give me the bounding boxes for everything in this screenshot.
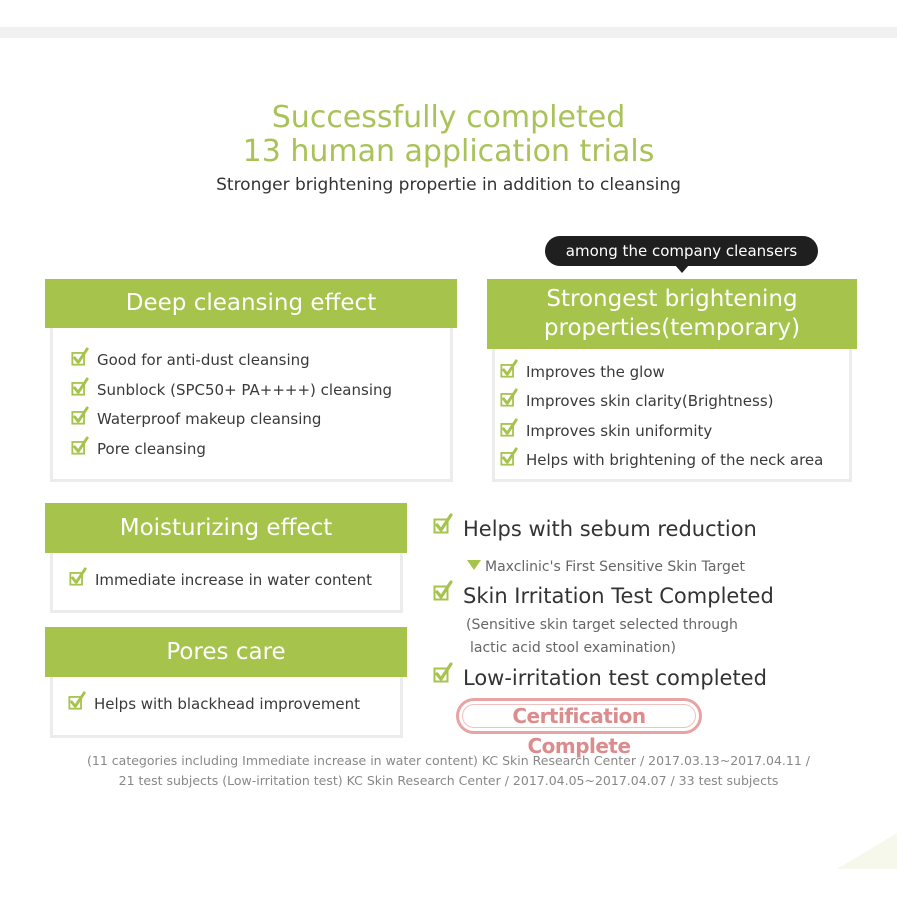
title-line-1: Successfully completed <box>271 100 626 135</box>
brightening-header-line-2: properties(temporary) <box>543 315 801 341</box>
checkbox-check-icon <box>433 580 453 602</box>
company-cleansers-tooltip: among the company cleansers <box>545 236 818 266</box>
footnote-line-2: 21 test subjects (Low-irritation test) KC Skin Research Center / 2017.04.05~2017.04.07 / 33 test subjects <box>118 773 779 788</box>
triangle-down-icon <box>467 560 481 570</box>
list-item: Immediate increase in water content <box>95 571 372 589</box>
pores-care-header: Pores care <box>45 627 407 677</box>
stamp-label: Certification Complete <box>512 704 646 758</box>
list-item: Improves the glow <box>526 363 665 381</box>
brightening-header <box>487 279 857 349</box>
list-item: Pore cleansing <box>97 440 206 458</box>
checkbox-check-icon <box>68 691 86 711</box>
moisturizing-header: Moisturizing effect <box>45 503 407 553</box>
list-item: Good for anti-dust cleansing <box>97 351 310 369</box>
brightening-header-line-1: Strongest brightening <box>546 286 798 312</box>
checkbox-check-icon <box>433 513 453 535</box>
top-band <box>0 27 897 38</box>
deep-cleansing-header: Deep cleansing effect <box>45 279 457 328</box>
sensitive-target-note: Maxclinic's First Sensitive Skin Target <box>467 559 745 575</box>
checkbox-check-icon <box>500 418 518 438</box>
checkbox-check-icon <box>71 436 89 456</box>
list-item: Waterproof makeup cleansing <box>97 410 321 428</box>
checkbox-check-icon <box>71 347 89 367</box>
checkbox-check-icon <box>71 377 89 397</box>
irritation-note-line-1: (Sensitive skin target selected through <box>466 617 738 633</box>
checkbox-check-icon <box>500 447 518 467</box>
list-item: Sunblock (SPC50+ PA++++) cleansing <box>97 381 392 399</box>
checkbox-check-icon <box>71 406 89 426</box>
sebum-reduction-item: Helps with sebum reduction <box>463 517 757 541</box>
checkbox-check-icon <box>69 567 87 587</box>
footnote-line-1: (11 categories including Immediate increase in water content) KC Skin Research Center / 2017.03.13~2017.04.11 / <box>87 753 810 768</box>
list-item: Improves skin clarity(Brightness) <box>526 392 774 410</box>
subtitle: Stronger brightening propertie in addition to cleansing <box>216 175 681 195</box>
irritation-note-line-2: lactic acid stool examination) <box>470 640 676 656</box>
skin-irritation-item: Skin Irritation Test Completed <box>463 584 774 608</box>
title-line-2: 13 human application trials <box>242 134 655 169</box>
low-irritation-item: Low-irritation test completed <box>463 666 767 690</box>
checkbox-check-icon <box>433 662 453 684</box>
corner-decoration <box>837 833 897 869</box>
checkbox-check-icon <box>500 388 518 408</box>
checkbox-check-icon <box>500 359 518 379</box>
certification-stamp <box>456 698 702 758</box>
list-item: Helps with brightening of the neck area <box>526 451 823 469</box>
stamp-inner-border <box>462 704 696 728</box>
list-item: Improves skin uniformity <box>526 422 712 440</box>
list-item: Helps with blackhead improvement <box>94 695 360 713</box>
